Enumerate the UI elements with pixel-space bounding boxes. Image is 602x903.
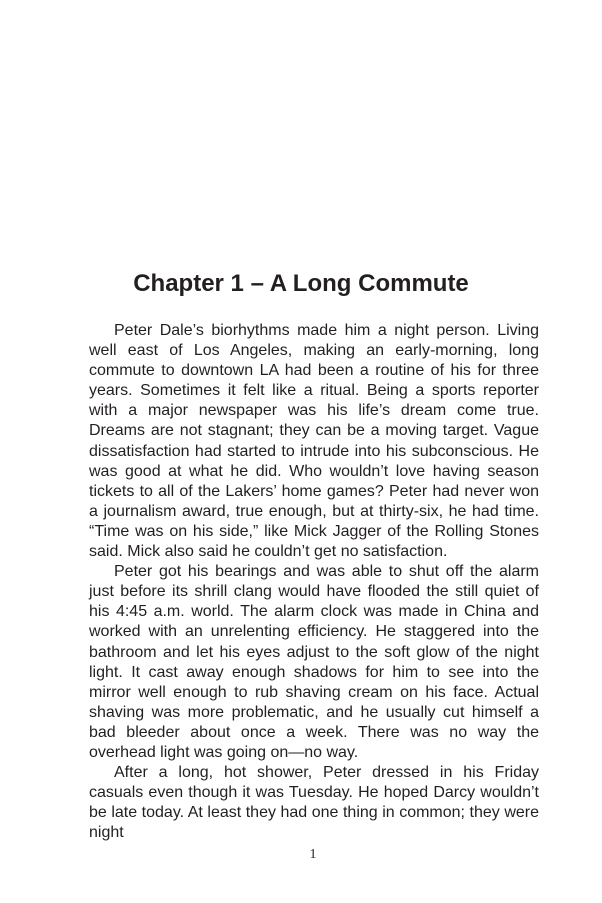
paragraph-3: After a long, hot shower, Peter dressed in his Friday casuals even though it was Tuesday. He hoped Darcy wouldn’t be late today. At least they had one thing in common; they were night	[89, 764, 539, 842]
paragraph-1: Peter Dale’s biorhythms made him a night person. Living well east of Los Angeles, making an early-morning, long commute to downtown LA had been a routine of his for three years. Sometimes it felt like a ritual. Being a sports reporter with a major newspaper was his life’s dream come true. Dreams are not stagnant; they can be a moving target. Vague dissatisfaction had started to intrude into his subconscious. He was good at what he did. Who wouldn’t love having season tickets to all of the Lakers’ home games? Peter had never won a journalism award, true enough, but at thirty-six, he had time. “Time was on his side,” like Mick Jagger of the Rolling Stones said. Mick also said he couldn’t get no satisfaction.	[89, 322, 539, 561]
chapter-body	[89, 321, 539, 843]
page-number: 1	[309, 847, 317, 862]
chapter-title: Chapter 1 – A Long Commute	[133, 270, 469, 297]
paragraph-2: Peter got his bearings and was able to shut off the alarm just before its shrill clang would have flooded the still quiet of his 4:45 a.m. world. The alarm clock was made in China and worked with an unrelenting efficiency. He staggered into the bathroom and let his eyes adjust to the soft glow of the night light. It cast away enough shadows for him to see into the mirror well enough to rub shaving cream on his face. Actual shaving was more problematic, and he usually cut himself a bad bleeder about once a week. There was no way the overhead light was going on—no way.	[89, 563, 539, 761]
